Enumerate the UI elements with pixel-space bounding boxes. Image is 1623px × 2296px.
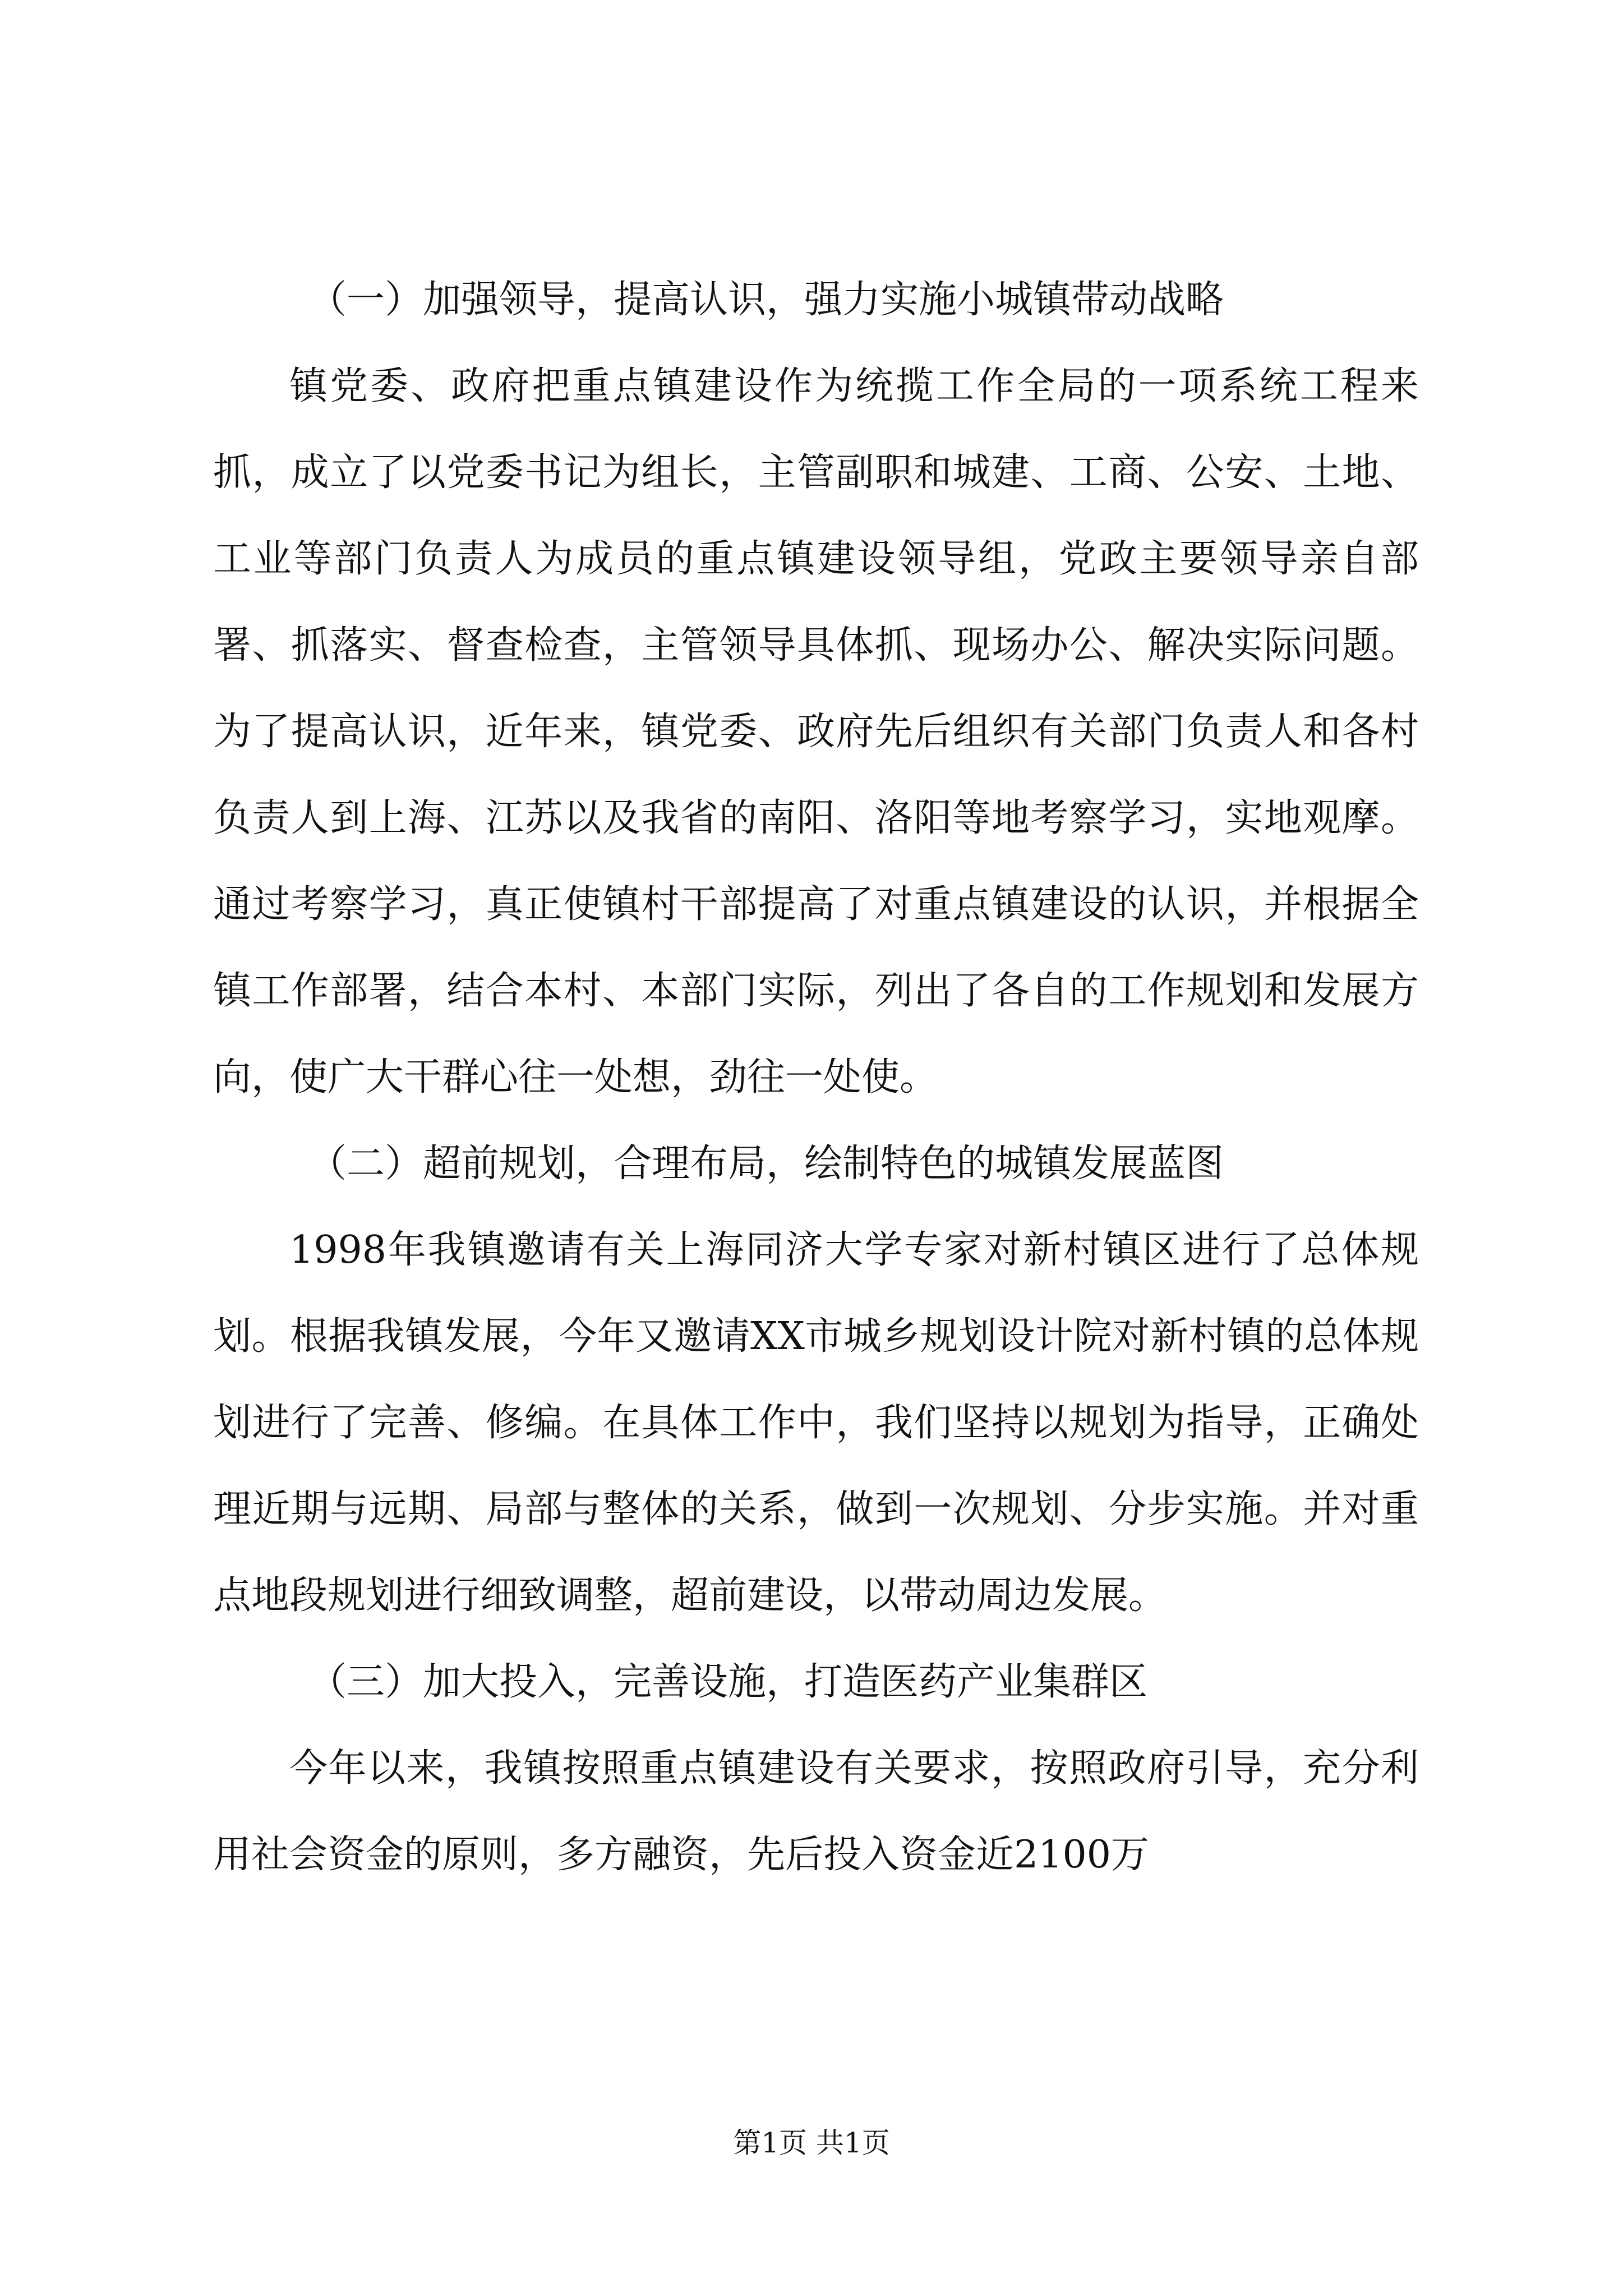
section-heading-3: （三）加大投入，完善设施，打造医药产业集群区 <box>308 1660 1148 1704</box>
body-paragraph-2: 1998年我镇邀请有关上海同济大学专家对新村镇区进行了总体规划。根据我镇发展，今年又邀请XX市城乡规划设计院对新村镇的总体规划进行了完善、修编。在具体工作中，我们坚持以规划为指导，正确处理近期与远期、局部与整体的关系，做到一次规划、分步实施。并对重点地段规划进行细致调整，超前建设，以带动周边发展。 <box>213 1228 1419 1618</box>
body-paragraph-3: 今年以来，我镇按照重点镇建设有关要求，按照政府引导，充分利用社会资金的原则，多方融资，先后投入资金近2100万 <box>213 1746 1419 1877</box>
body-paragraph-1: 镇党委、政府把重点镇建设作为统揽工作全局的一项系统工程来抓，成立了以党委书记为组长，主管副职和城建、工商、公安、土地、工业等部门负责人为成员的重点镇建设领导组，党政主要领导亲自部署、抓落实、督查检查，主管领导具体抓、现场办公、解决实际问题。为了提高认识，近年来，镇党委、政府先后组织有关部门负责人和各村负责人到上海、江苏以及我省的南阳、洛阳等地考察学习，实地观摩。通过考察学习，真正使镇村干部提高了对重点镇建设的认识，并根据全镇工作部署，结合本村、本部门实际，列出了各自的工作规划和发展方向，使广大干群心往一处想，劲往一处使。 <box>213 364 1419 1099</box>
section-heading-2: （二）超前规划，合理布局，绘制特色的城镇发展蓝图 <box>308 1142 1224 1186</box>
document-body <box>213 257 1419 1898</box>
section-heading-1: （一）加强领导，提高认识，强力实施小城镇带动战略 <box>308 278 1224 322</box>
page-footer: 第1页 共1页 <box>733 2127 890 2159</box>
